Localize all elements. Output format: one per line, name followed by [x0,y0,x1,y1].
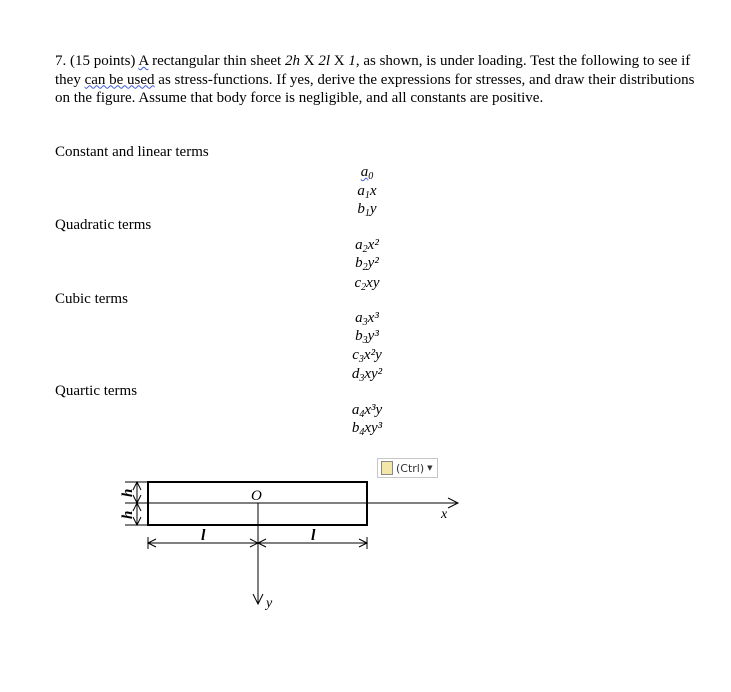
section-label: Constant and linear terms [55,144,209,160]
half-length-label-right: l [311,527,316,544]
stress-function-term: $b_4xy^3$ [351,420,383,438]
origin-label: O [251,488,262,504]
half-height-label-top: h [120,488,136,497]
stress-function-term: $a_4x^3y$ [351,402,383,420]
stress-function-term: $b_2y^2$ [355,255,379,273]
stress-function-term: $a_3x^3$ [355,310,379,328]
stress-function-term: $a_2x^2$ [355,237,379,255]
section-label: Cubic terms [55,291,128,307]
stress-function-term: $c_3x^2y$ [352,347,382,365]
half-length-label-left: l [201,527,206,544]
section-label: Quartic terms [55,383,138,399]
stress-function-term: $a_0$ [360,164,374,182]
stress-function-term: $a_1x$ [357,183,377,201]
section-label: Quadratic terms [55,217,152,233]
stress-function-term: $b_3y^3$ [355,328,379,346]
stress-function-term: $c_2xy$ [354,275,380,293]
question-text: 7. (15 points) A rectangular thin sheet 2h X 2l X 1, as shown, is under loading. Test the following to see if they can be used as stress-functions. If yes, derive the expressions for stresses, and draw their distributions on the figure. Assume that body force is negligible, and all constants are positive. [55,53,695,106]
paste-options-button[interactable]: (Ctrl) ▼ [377,458,438,478]
x-axis-label: x [441,507,448,522]
stress-function-term: $b_1y$ [357,201,377,219]
y-axis-label: y [266,596,273,611]
stress-function-term: $d_3xy^2$ [351,366,383,384]
chevron-down-icon: ▼ [427,464,433,472]
half-height-label-bottom: h [120,510,136,519]
